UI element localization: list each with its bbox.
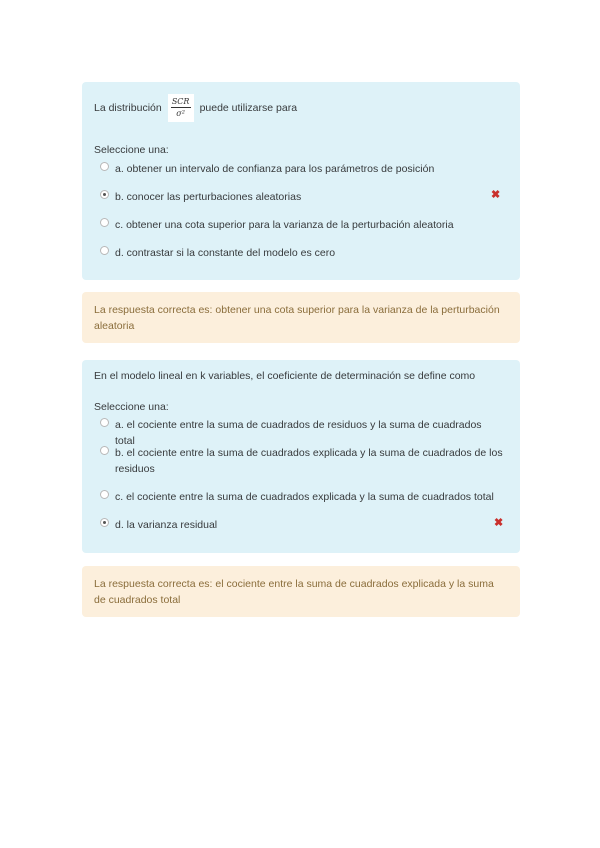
question-1-option-c[interactable] xyxy=(100,217,500,233)
radio-icon[interactable] xyxy=(100,246,109,255)
option-label: c. el cociente entre la suma de cuadrados explicada y la suma de cuadrados total xyxy=(115,491,494,503)
question-1-text xyxy=(94,94,297,122)
option-label: c. obtener una cota superior para la varianza de la perturbación aleatoria xyxy=(115,219,454,231)
question-2-option-c[interactable] xyxy=(100,489,500,505)
radio-checked-icon[interactable] xyxy=(100,518,109,527)
question-2-option-d[interactable] xyxy=(100,517,500,533)
question-1-text-before: La distribución xyxy=(94,101,162,114)
question-1-option-b[interactable] xyxy=(100,189,500,205)
option-label: b. conocer las perturbaciones aleatorias xyxy=(115,191,302,203)
question-2-card xyxy=(82,360,520,553)
option-label: d. la varianza residual xyxy=(115,519,218,531)
question-1-prompt: Seleccione una: xyxy=(94,144,169,156)
radio-icon[interactable] xyxy=(100,418,109,427)
question-2-text: En el modelo lineal en k variables, el coeficiente de determinación se define como xyxy=(94,370,476,382)
radio-icon[interactable] xyxy=(100,446,109,455)
option-label: a. obtener un intervalo de confianza para los parámetros de posición xyxy=(115,163,435,175)
option-label: d. contrastar si la constante del modelo es cero xyxy=(115,247,336,259)
feedback-text: La respuesta correcta es: obtener una cota superior para la varianza de la perturbación aleatoria xyxy=(94,304,500,332)
question-1-feedback xyxy=(82,292,520,343)
radio-icon[interactable] xyxy=(100,162,109,171)
question-1-option-a[interactable] xyxy=(100,161,500,177)
cross-icon: ✖ xyxy=(491,189,501,201)
formula-scr-over-sigma2 xyxy=(168,94,194,122)
question-1-card xyxy=(82,82,520,280)
formula-denominator: σ² xyxy=(176,109,185,118)
question-1-text-after: puede utilizarse para xyxy=(199,101,298,114)
question-2-prompt: Seleccione una: xyxy=(94,401,169,413)
radio-checked-icon[interactable] xyxy=(100,190,109,199)
question-2-feedback xyxy=(82,566,520,617)
option-label: a. el cociente entre la suma de cuadrados de residuos y la suma de cuadrados total xyxy=(115,419,482,447)
radio-icon[interactable] xyxy=(100,490,109,499)
radio-icon[interactable] xyxy=(100,218,109,227)
question-1-option-d[interactable] xyxy=(100,245,500,261)
question-2-option-b[interactable] xyxy=(100,445,506,477)
cross-icon: ✖ xyxy=(494,517,504,529)
option-label: b. el cociente entre la suma de cuadrados explicada y la suma de cuadrados de los residuos xyxy=(115,447,503,475)
formula-numerator: SCR xyxy=(171,97,190,106)
feedback-text: La respuesta correcta es: el cociente entre la suma de cuadrados explicada y la suma de cuadrados total xyxy=(94,578,494,606)
